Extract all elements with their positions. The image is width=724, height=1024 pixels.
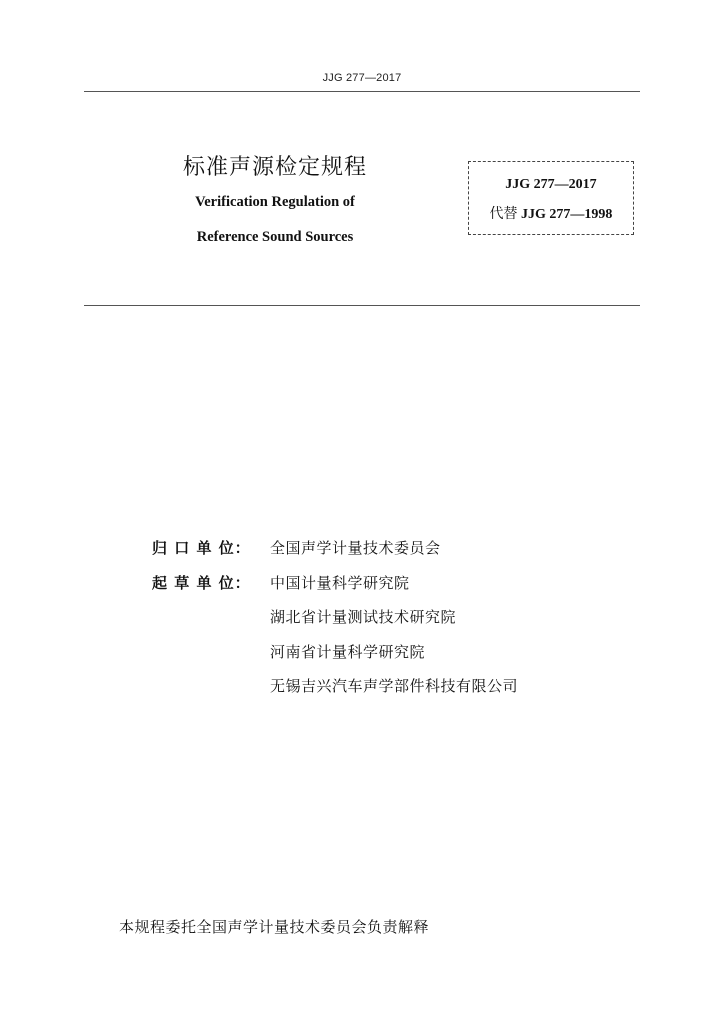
header-rule: [84, 91, 640, 92]
responsible-unit-label: 归 口 单 位：: [152, 539, 251, 557]
drafting-unit-value: 湖北省计量测试技术研究院: [270, 608, 457, 626]
drafting-unit-row: [152, 675, 622, 710]
running-header-code: JJG 277—2017: [322, 72, 402, 84]
regulation-code-box: [468, 161, 634, 235]
drafting-unit-value: 河南省计量科学研究院: [270, 642, 426, 661]
organization-block: [152, 537, 622, 710]
responsible-unit-row: [152, 537, 622, 572]
drafting-unit-row: [152, 606, 622, 641]
title-english-line-1: Verification Regulation of: [195, 194, 355, 210]
current-code: JJG 277—2017: [505, 177, 597, 192]
title-rule: [84, 305, 640, 306]
replaces-line: [469, 203, 633, 223]
title-chinese: 标准声源检定规程: [182, 155, 367, 180]
drafting-unit-value: 无锡吉兴汽车声学部件科技有限公司: [270, 677, 519, 695]
drafting-unit-value: 中国计量科学研究院: [270, 573, 410, 592]
drafting-unit-row: [152, 572, 622, 607]
replaces-label: 代替: [489, 206, 518, 222]
replaces-code: JJG 277—1998: [521, 207, 613, 222]
responsible-unit-value: 全国声学计量技术委员会: [270, 539, 441, 557]
interpretation-note: 本规程委托全国声学计量技术委员会负责解释: [119, 918, 430, 936]
drafting-unit-row: [152, 641, 622, 676]
title-english-line-2: Reference Sound Sources: [196, 229, 354, 245]
drafting-unit-label: 起 草 单 位：: [152, 573, 251, 592]
